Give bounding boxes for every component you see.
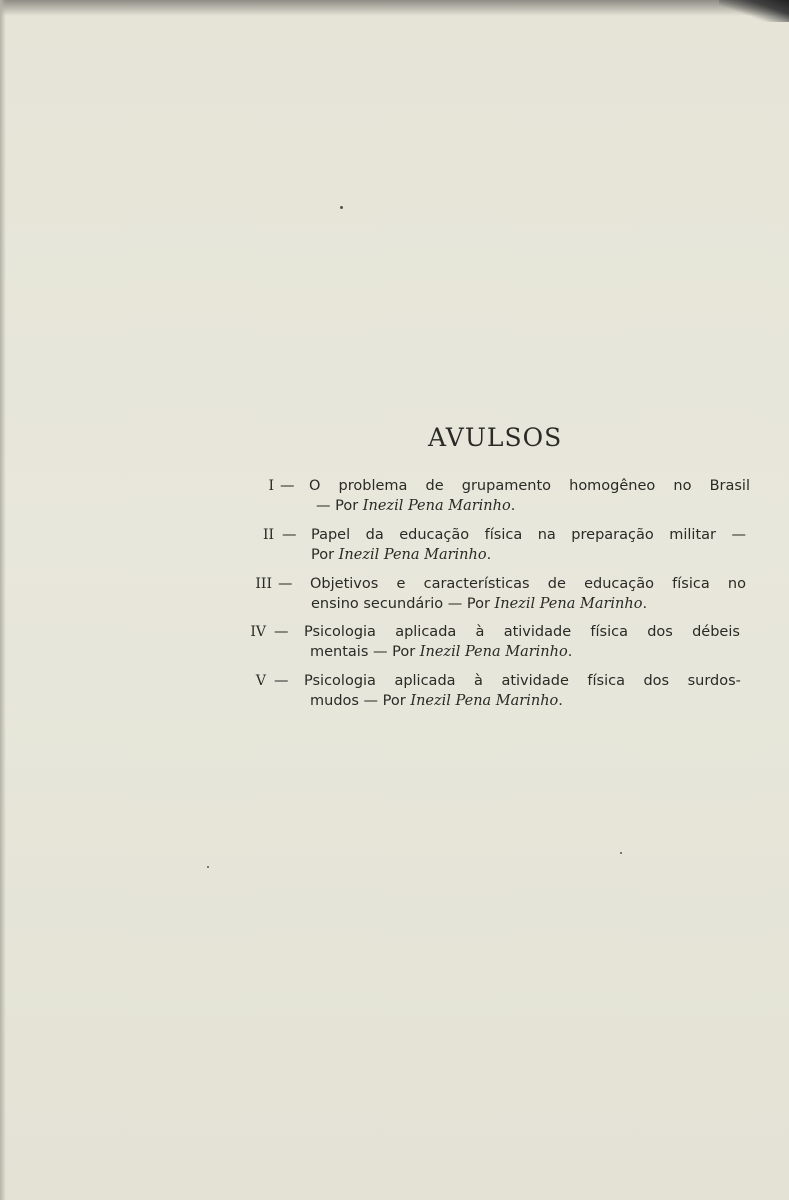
- item-numeral: I: [268, 478, 274, 494]
- end-punctuation: .: [510, 498, 516, 514]
- item-numeral: V: [255, 673, 266, 689]
- title-word: física: [587, 673, 625, 689]
- author-prefix: — Por: [316, 498, 363, 514]
- title-word: surdos-: [687, 673, 741, 689]
- title-word: à: [475, 624, 485, 640]
- item-author-line: [310, 642, 572, 662]
- title-word: no: [673, 478, 692, 494]
- author-prefix: mudos — Por: [310, 693, 411, 709]
- title-word: no: [727, 576, 746, 592]
- title-word: dos: [643, 673, 670, 689]
- title-word: Psicologia: [304, 624, 376, 640]
- item-title-line: [304, 671, 741, 691]
- item-dash: —: [274, 624, 289, 640]
- item-title-line: [310, 574, 746, 594]
- item-numeral: III: [255, 576, 272, 592]
- title-word: Papel: [311, 527, 351, 543]
- title-word: —: [731, 527, 746, 543]
- title-word: de: [547, 576, 566, 592]
- title-word: educação: [399, 527, 470, 543]
- author-name: Inezil Pena Marinho: [362, 498, 511, 514]
- title-word: preparação: [571, 527, 654, 543]
- item-numeral: II: [262, 527, 274, 543]
- title-word: na: [537, 527, 556, 543]
- paper-speck: [340, 206, 343, 209]
- title-word: Brasil: [709, 478, 750, 494]
- page-title: AVULSOS: [428, 423, 563, 452]
- title-word: à: [474, 673, 483, 689]
- item-numeral: IV: [250, 624, 266, 640]
- item-title-line: [311, 525, 746, 545]
- end-punctuation: .: [486, 547, 492, 563]
- title-word: aplicada: [395, 624, 457, 640]
- item-dash: —: [280, 478, 295, 494]
- author-name: Inezil Pena Marinho: [338, 547, 487, 563]
- title-word: dos: [647, 624, 673, 640]
- title-word: física: [672, 576, 710, 592]
- paper-speck: [207, 866, 209, 868]
- title-word: atividade: [501, 673, 569, 689]
- end-punctuation: .: [558, 693, 563, 709]
- title-word: O: [309, 478, 321, 494]
- page-top-shadow: [0, 0, 789, 16]
- title-word: de: [425, 478, 444, 494]
- item-author-line: [310, 691, 563, 711]
- item-author-line: [316, 496, 515, 516]
- item-dash: —: [278, 576, 293, 592]
- title-word: Objetivos: [310, 576, 379, 592]
- title-word: grupamento: [461, 478, 552, 494]
- author-prefix: ensino secundário — Por: [311, 596, 495, 612]
- title-word: homogêneo: [569, 478, 656, 494]
- author-name: Inezil Pena Marinho: [419, 644, 568, 660]
- author-name: Inezil Pena Marinho: [494, 596, 643, 612]
- title-word: da: [365, 527, 384, 543]
- title-word: débeis: [692, 624, 740, 640]
- item-author-line: [311, 545, 491, 565]
- end-punctuation: .: [567, 644, 573, 660]
- title-word: problema: [338, 478, 408, 494]
- title-word: aplicada: [394, 673, 456, 689]
- paper-speck: [620, 852, 622, 854]
- title-word: características: [423, 576, 530, 592]
- item-dash: —: [274, 673, 289, 689]
- item-author-line: [311, 594, 647, 614]
- item-title-line: [304, 622, 740, 642]
- item-dash: —: [282, 527, 297, 543]
- page-left-shadow: [0, 0, 6, 1200]
- title-word: e: [396, 576, 406, 592]
- title-word: educação: [584, 576, 654, 592]
- title-word: física: [590, 624, 628, 640]
- end-punctuation: .: [642, 596, 648, 612]
- author-prefix: Por: [311, 547, 339, 563]
- title-word: militar: [669, 527, 716, 543]
- author-name: Inezil Pena Marinho: [410, 693, 559, 709]
- item-title-line: [309, 476, 750, 496]
- title-word: física: [484, 527, 523, 543]
- title-word: Psicologia: [304, 673, 376, 689]
- title-word: atividade: [503, 624, 572, 640]
- author-prefix: mentais — Por: [310, 644, 420, 660]
- page-corner: [719, 0, 789, 22]
